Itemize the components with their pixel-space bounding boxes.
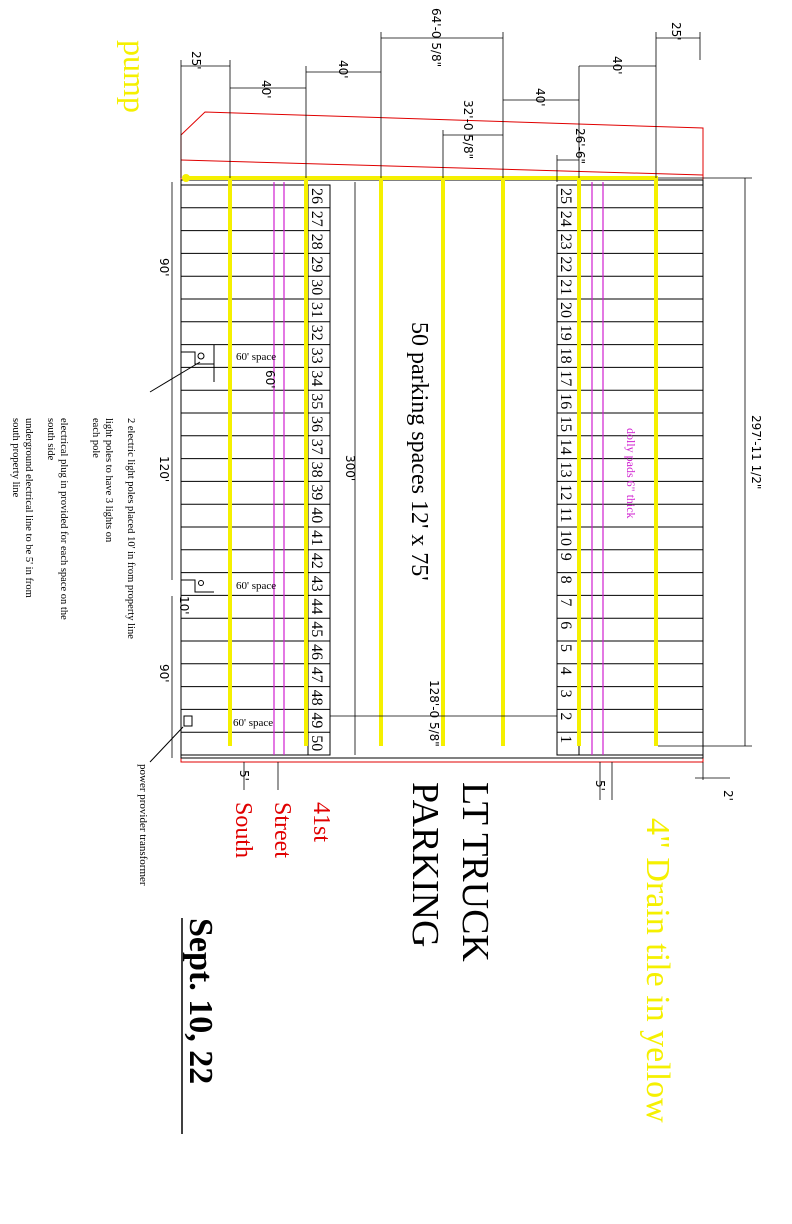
dim-2: 2' [721,790,735,801]
space-number: 9 [557,552,574,561]
space-number: 15 [557,416,574,432]
space-number: 3 [557,689,574,698]
space-number: 30 [308,279,325,296]
space-number: 37 [308,438,325,455]
space-number: 44 [308,598,325,615]
space-number: 49 [308,712,325,729]
space-number: 42 [308,552,325,569]
pump-label: pump [117,40,153,113]
space-number: 7 [557,598,574,607]
space-number: 24 [557,210,574,227]
transformer-icon [184,716,192,726]
space-number: 20 [557,302,574,318]
space-number: 28 [308,233,325,250]
space-number: 31 [308,302,325,318]
title-line-2: PARKING [404,782,446,948]
dim-90-top: 90' [157,258,171,277]
space-number: 6 [557,621,574,630]
space-number: 43 [308,575,325,592]
space-60-label-c: 60' space [233,717,274,729]
dim-40-c: 40' [533,88,547,107]
space-numbers-right [557,188,574,743]
space-number: 16 [557,393,574,410]
space-number: 2 [557,712,574,721]
space-60-label-b: 60' space [236,580,277,592]
space-number: 36 [308,416,325,432]
note-line-4: electrical plug in provided for each space on the [58,418,69,620]
space-number: 4 [557,666,574,675]
space-number: 29 [308,256,325,273]
space-number: 21 [557,279,574,296]
space-number: 11 [557,507,574,523]
space-number: 22 [557,256,574,273]
note-line-2: light poles to have 3 lights on [103,418,114,543]
note-line-6: underground electrical line to be 5' in from [23,418,34,598]
street-line-2: Street [269,802,295,858]
title-line-1: LT TRUCK [454,782,496,962]
pump-icon [182,174,190,182]
space-number: 27 [308,210,325,227]
dim-40-b: 40' [336,60,350,79]
space-number: 19 [557,324,574,341]
space-number: 34 [308,370,325,387]
space-number: 8 [557,575,574,584]
space-number: 17 [557,370,574,387]
dim-40-a: 40' [259,80,273,99]
space-number: 14 [557,438,574,455]
parking-spaces-label: 50 parking spaces 12' x 75' [406,322,432,581]
dim-5-right: 5' [593,780,607,791]
note-line-3: each pole [90,418,101,458]
space-number: 39 [308,484,325,501]
street-line-1: 41st [308,802,334,843]
space-number: 50 [308,735,325,752]
dim-297: 297'-11 1/2" [749,415,763,490]
space-60-label-a: 60' space [236,351,277,363]
dim-32: 32'-0 5/8" [461,100,475,160]
space-number: 41 [308,530,325,546]
note-line-7: south property line [10,418,21,498]
space-number: 33 [308,347,325,364]
dim-40-d: 40' [610,56,624,75]
light-pole-icon [199,581,204,586]
date-label: Sept. 10, 22 [182,918,219,1085]
dim-25-left: 25' [189,51,203,70]
dim-300: 300' [343,455,357,482]
space-number: 32 [308,324,325,341]
dim-25-right: 25' [669,22,683,41]
space-number: 12 [557,484,574,501]
space-number: 5 [557,644,574,652]
dim-120: 120' [157,456,171,483]
dim-26: 26'-6" [573,128,587,165]
light-pole-icon [198,353,204,359]
street-line-3: South [230,802,256,859]
space-number: 46 [308,644,325,660]
dim-5-left: 5' [237,770,251,781]
dolly-pads-label: dolly pads 6" thick [624,428,638,519]
drain-tile-label: 4" Drain tile in yellow [639,818,676,1123]
space-number: 1 [557,735,574,744]
space-numbers-left [308,188,325,751]
light-pole-icons [150,345,214,762]
transformer-label: power provider transformer [137,764,149,886]
dim-64: 64'-0 5/8" [429,8,443,68]
space-number: 23 [557,233,574,250]
space-number: 40 [308,507,325,524]
space-number: 35 [308,393,325,410]
dim-90-bottom: 90' [157,664,171,683]
dim-10: 10' [177,596,191,615]
note-line-1: 2 electric light poles placed 10' in from property line [125,418,136,639]
space-number: 25 [557,188,574,204]
space-number: 48 [308,689,325,706]
space-number: 10 [557,530,574,546]
note-line-5: south side [45,418,56,461]
space-number: 45 [308,621,325,638]
space-number: 26 [308,188,325,204]
dim-128: 128'-0 5/8" [427,680,441,747]
space-number: 38 [308,461,325,478]
space-number: 47 [308,666,325,683]
space-number: 13 [557,461,574,478]
space-number: 18 [557,347,574,364]
dim-60: 60' [263,370,277,389]
